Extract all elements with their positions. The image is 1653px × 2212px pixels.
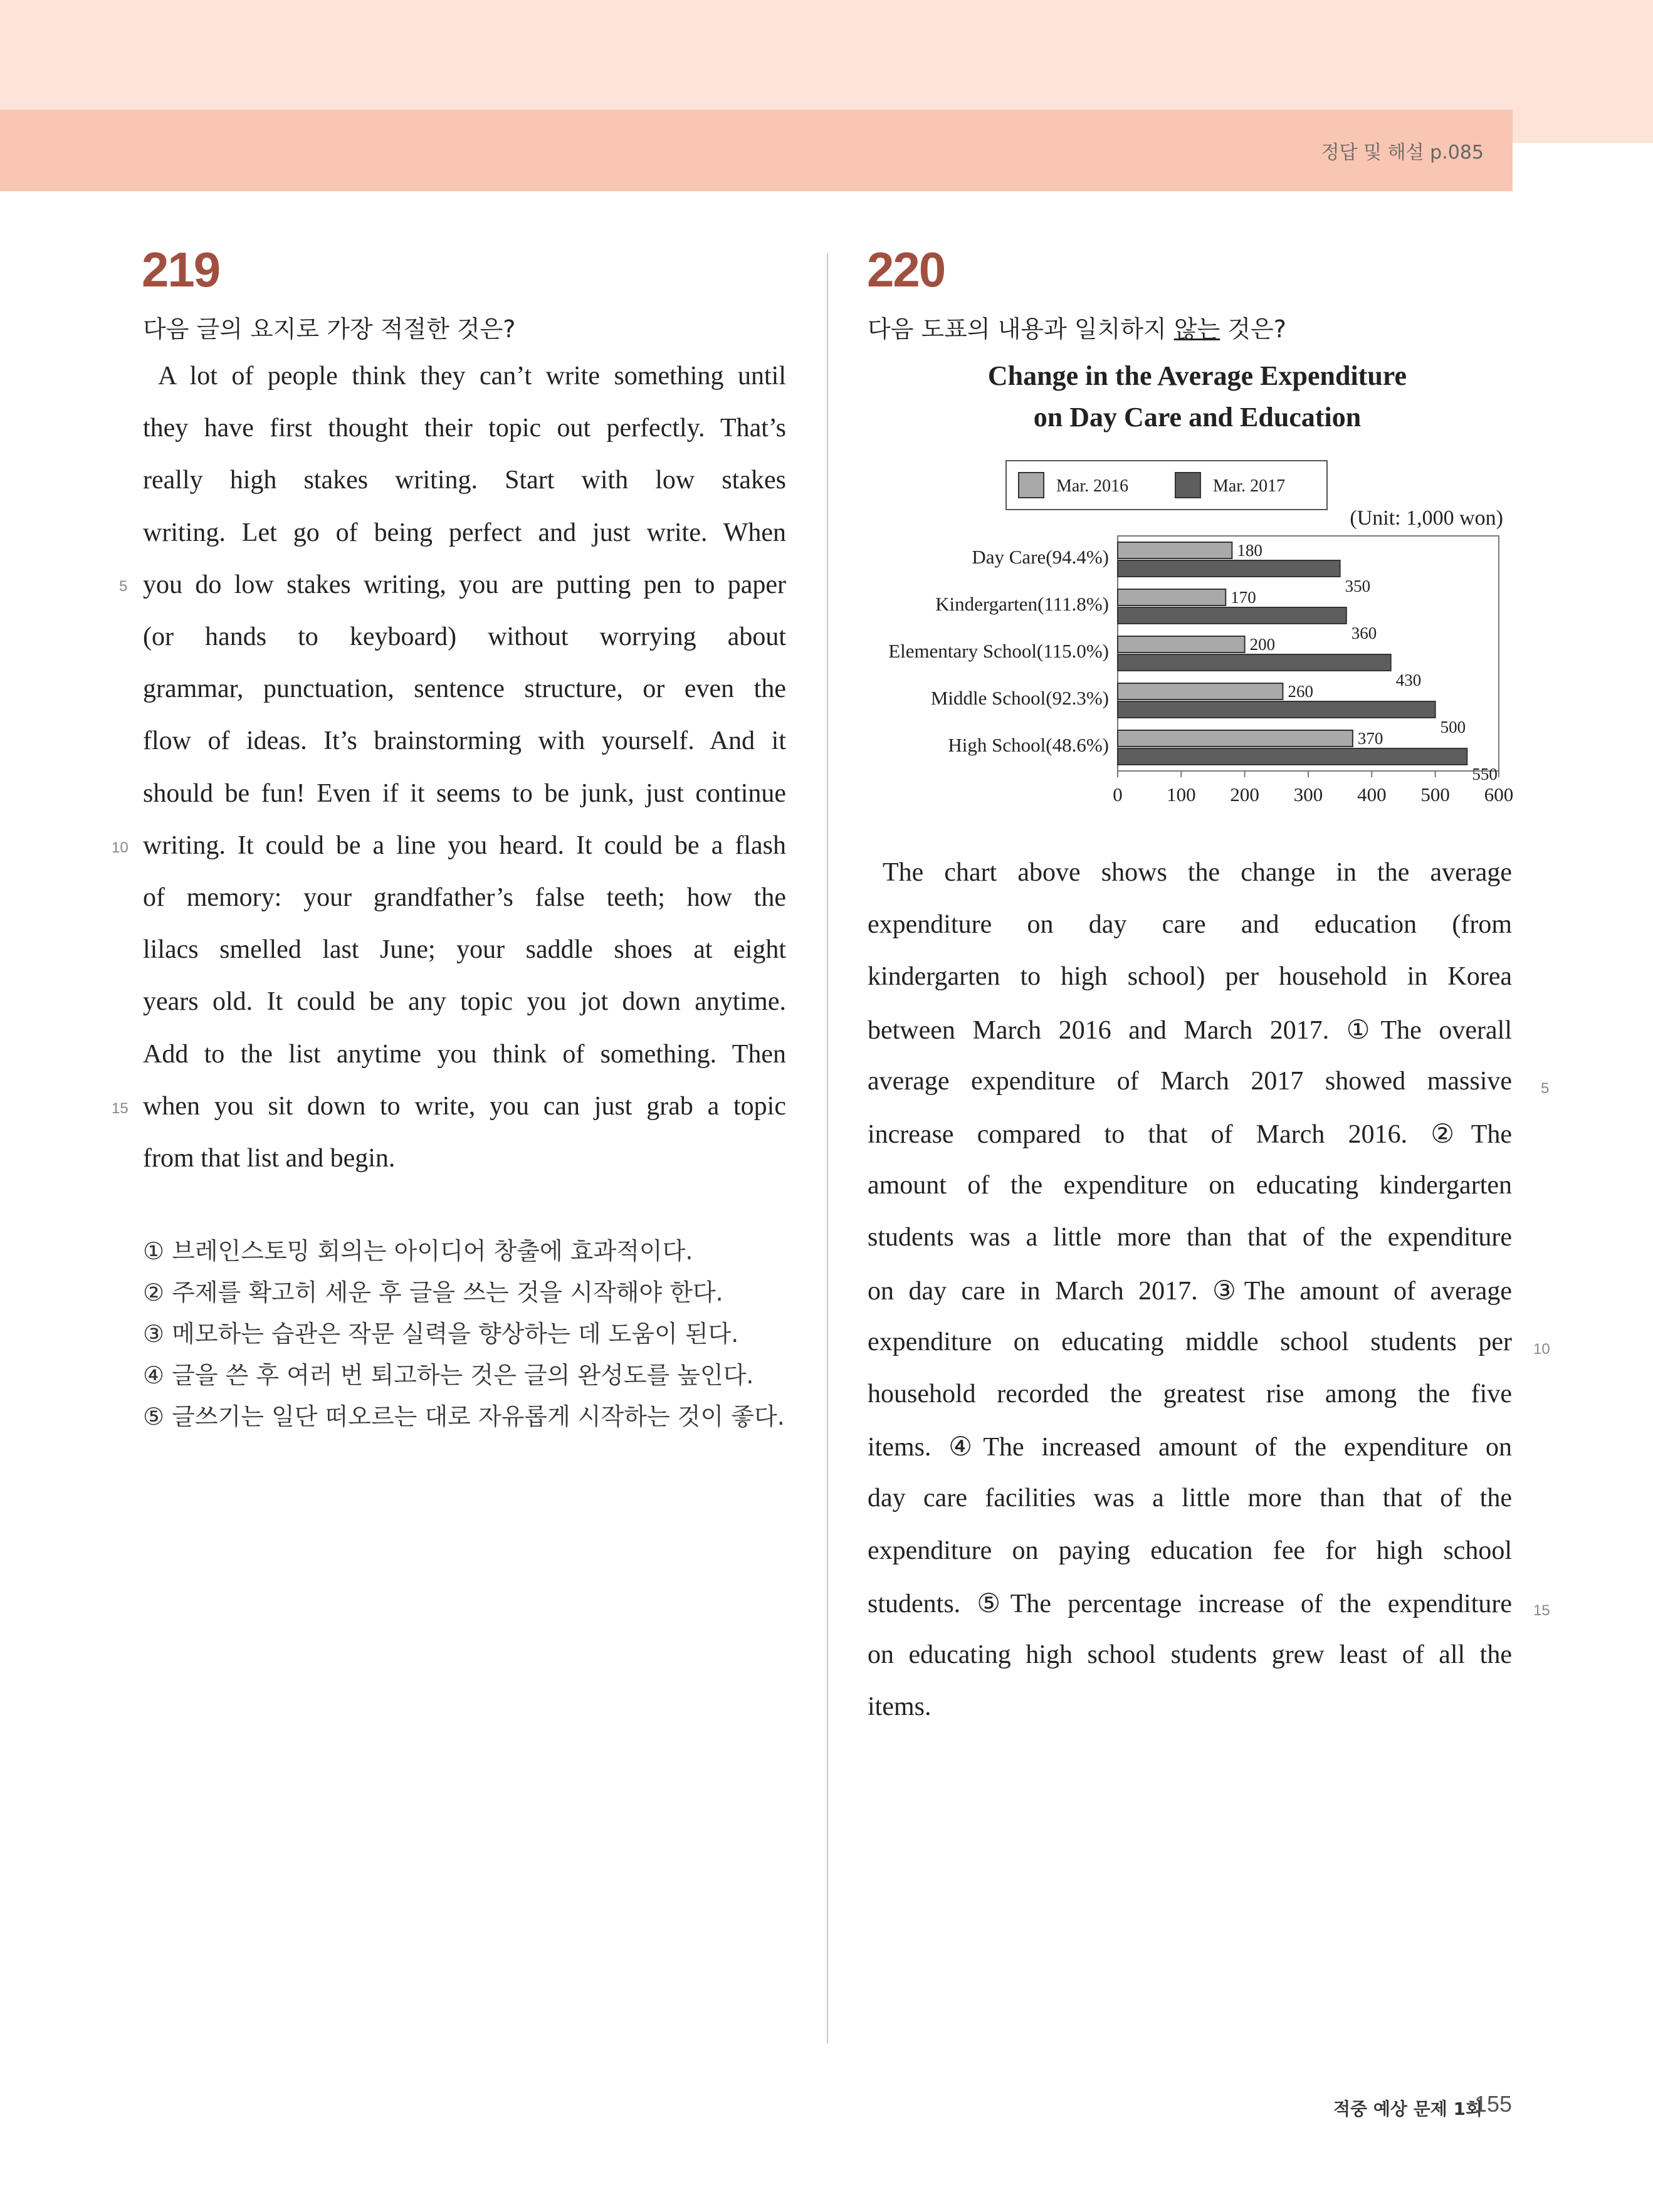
bar-value-label: 260 (1288, 682, 1313, 701)
category-label: Middle School(92.3%) (930, 687, 1109, 709)
passage-line: expenditure on educating middle school students per (868, 1327, 1512, 1356)
column-divider (827, 254, 828, 2043)
prompt-text-after: 것은? (1220, 315, 1286, 343)
bar-value-label: 500 (1440, 718, 1466, 736)
answer-reference: 정답 및 해설 p.085 (1321, 142, 1484, 164)
chart-title-line-2: on Day Care and Education (1033, 402, 1362, 432)
bar (1118, 701, 1435, 718)
bar-value-label: 200 (1249, 635, 1276, 654)
question-220-number: 220 (867, 242, 945, 297)
passage-line: amount of the expenditure on educating kindergarten (868, 1171, 1512, 1200)
x-tick-label: 200 (1230, 784, 1259, 805)
line-number-15: 15 (1533, 1602, 1550, 1619)
passage-line: of memory: your grandfather’s false teeth; how the (143, 883, 786, 912)
question-220-prompt (868, 310, 1286, 344)
passage-line: on educating high school students grew least of all the (868, 1640, 1512, 1669)
option-3[interactable]: ③ 메모하는 습관은 작문 실력을 향상하는 데 도움이 된다. (143, 1320, 739, 1348)
question-219-prompt: 다음 글의 요지로 가장 적절한 것은? (143, 315, 516, 343)
passage-line: writing. Let go of being perfect and just write. When (143, 518, 786, 547)
passage-line: household recorded the greatest rise among the five (868, 1380, 1512, 1408)
passage-line: on day care in March 2017. ③The amount of average (868, 1276, 1512, 1306)
passage-line: they have first thought their topic out perfectly. That’s (143, 414, 786, 443)
legend-label: Mar. 2016 (1056, 476, 1129, 496)
passage-line: writing. It could be a line you heard. It could be a flash (143, 831, 786, 860)
expenditure-bar-chart (865, 454, 1530, 821)
passage-line: lilacs smelled last June; your saddle shoes at eight (143, 935, 786, 965)
bar (1118, 607, 1346, 624)
prompt-underlined-word: 않는 (1173, 315, 1220, 343)
passage-line: expenditure on paying education fee for high school (868, 1536, 1512, 1565)
passage-line: day care facilities was a little more than that of the (868, 1484, 1512, 1513)
line-number-5: 5 (119, 578, 128, 595)
passage-line: should be fun! Even if it seems to be junk, just continue (143, 778, 786, 808)
option-5[interactable]: ⑤ 글쓰기는 일단 떠오르는 대로 자유롭게 시작하는 것이 좋다. (143, 1403, 785, 1430)
option-1[interactable]: ① 브레인스토밍 회의는 아이디어 창출에 효과적이다. (143, 1237, 693, 1265)
category-label: Kindergarten(111.8%) (935, 593, 1109, 615)
category-label: High School(48.6%) (948, 734, 1109, 756)
passage-line: A lot of people think they can’t write something until (158, 362, 786, 391)
x-tick-label: 0 (1113, 784, 1123, 805)
x-tick-label: 600 (1484, 784, 1514, 805)
passage-line: grammar, punctuation, sentence structure, or even the (143, 674, 786, 704)
bar (1118, 730, 1353, 747)
unit-label: (Unit: 1,000 won) (1350, 506, 1503, 530)
passage-line: (or hands to keyboard) without worrying about (143, 622, 786, 651)
line-number-5: 5 (1541, 1080, 1550, 1097)
passage-line: from that list and begin. (143, 1144, 396, 1173)
passage-line: students was a little more than that of the expenditure (868, 1223, 1512, 1252)
bar (1118, 683, 1283, 700)
passage-line: students. ⑤The percentage increase of the expenditure (868, 1589, 1512, 1618)
passage-line: The chart above shows the change in the average (883, 858, 1512, 887)
passage-line: really high stakes writing. Start with low stakes (143, 466, 786, 495)
footer-section-title: 적중 예상 문제 1회 (1333, 2099, 1483, 2119)
bar (1118, 636, 1245, 653)
line-number-15: 15 (112, 1100, 129, 1117)
bar (1118, 654, 1391, 671)
option-4[interactable]: ④ 글을 쓴 후 여러 번 퇴고하는 것은 글의 완성도를 높인다. (143, 1361, 754, 1389)
bar-value-label: 170 (1231, 588, 1256, 607)
x-tick-label: 300 (1293, 784, 1323, 805)
header-band (0, 110, 1513, 191)
passage-line: Add to the list anytime you think of something. Then (143, 1039, 786, 1069)
passage-line: you do low stakes writing, you are putting pen to paper (143, 570, 786, 599)
question-219-number: 219 (142, 242, 220, 297)
bar (1118, 748, 1467, 765)
passage-line: years old. It could be any topic you jot down anytime. (143, 987, 786, 1017)
bar-value-label: 350 (1345, 577, 1371, 595)
x-tick-label: 100 (1167, 784, 1196, 805)
passage-line: average expenditure of March 2017 showed massive (868, 1066, 1512, 1096)
bar-value-label: 550 (1472, 765, 1498, 784)
prompt-text-before: 다음 도표의 내용과 일치하지 (868, 315, 1174, 343)
passage-line: when you sit down to write, you can just grab a topic (143, 1091, 786, 1121)
passage-line: kindergarten to high school) per household in Korea (868, 962, 1512, 992)
bar (1118, 589, 1225, 605)
bar (1118, 542, 1232, 558)
passage-line: expenditure on day care and education (from (868, 910, 1512, 940)
category-label: Elementary School(115.0%) (888, 640, 1109, 662)
x-tick-label: 500 (1420, 784, 1450, 805)
chart-title-line-1: Change in the Average Expenditure (987, 360, 1407, 391)
passage-line: between March 2016 and March 2017. ①The overall (868, 1015, 1512, 1045)
bar (1118, 560, 1340, 577)
question-219-options (143, 1232, 785, 1439)
bar-value-label: 430 (1395, 671, 1422, 689)
line-number-10: 10 (1533, 1341, 1550, 1358)
passage-line: items. (868, 1692, 931, 1722)
bar-value-label: 360 (1351, 624, 1377, 642)
legend-swatch (1019, 473, 1044, 498)
category-label: Day Care(94.4%) (972, 546, 1109, 568)
line-number-10: 10 (112, 839, 129, 856)
passage-line: items. ④The increased amount of the expenditure on (868, 1433, 1512, 1462)
legend-label: Mar. 2017 (1213, 476, 1286, 496)
passage-line: increase compared to that of March 2016. ②The (868, 1120, 1512, 1149)
x-tick-label: 400 (1357, 784, 1387, 805)
legend-swatch (1175, 473, 1200, 498)
bar-value-label: 370 (1357, 729, 1383, 748)
bar-value-label: 180 (1237, 541, 1262, 560)
page-number: 155 (1474, 2091, 1513, 2117)
passage-line: flow of ideas. It’s brainstorming with yourself. And it (143, 726, 786, 756)
option-2[interactable]: ② 주제를 확고히 세운 후 글을 쓰는 것을 시작해야 한다. (143, 1279, 723, 1306)
